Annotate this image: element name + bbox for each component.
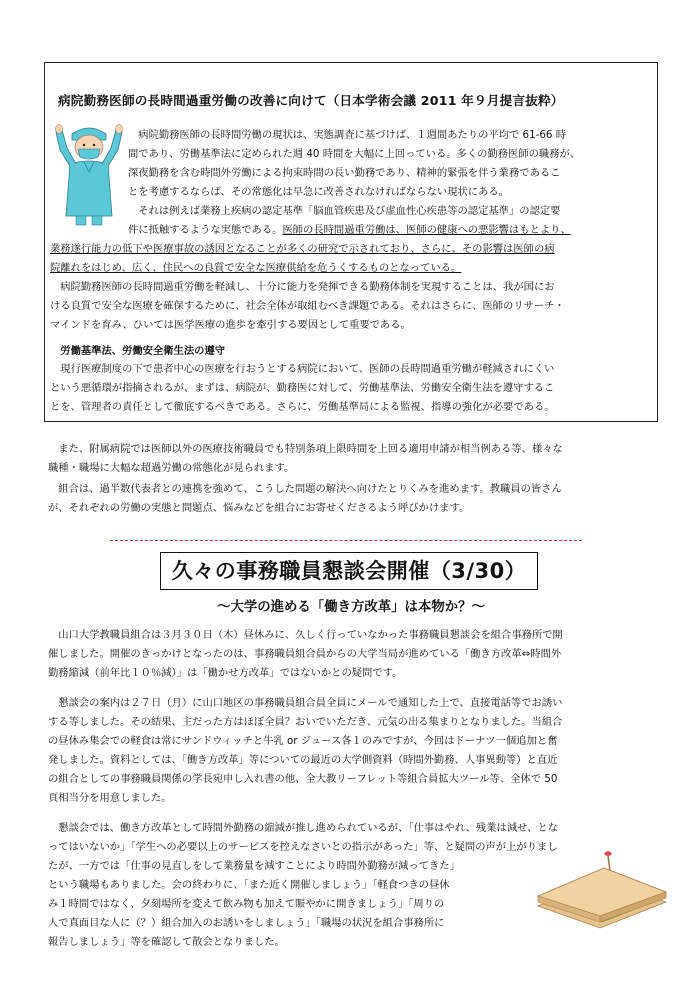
- doctor-illustration: [54, 120, 124, 228]
- article-subheading: ～大学の進める「働き方改革」は本物か？～: [217, 600, 485, 615]
- article-para-3-line-2: ってはいないか」「学生への必要以上のサービスを控えなさいとの指示があった」等、と疑問の声が上がりまし: [48, 841, 558, 853]
- excerpt-title: 病院勤務医師の長時間過重労働の改善に向けて（日本学術会議 2011 年９月提言抜粋）: [58, 93, 564, 108]
- article-para-3-line-6: 人で真面目な人に（？）組合加入のお誘いをしましょう」「職場の状況を組合事務所に: [48, 917, 445, 929]
- article-headline: 久々の事務職員懇談会開催（3/30）: [160, 552, 538, 590]
- excerpt-subheading: 労働基準法、労働安全衛生法の遵守: [50, 345, 226, 357]
- excerpt-para-1-line-2: 間であり、労働基準法に定められた週 40 時間を大幅に上回っている。多くの勤務医師の職務が、: [128, 148, 581, 160]
- article-para-2-line-1: 懇談会の案内は２７日（月）に山口地区の事務職員組合員全員にメールで通知した上で、直接電話等でお誘い: [48, 697, 563, 709]
- excerpt-para-3-line-3: マインドを育み、ひいては医学医療の進歩を牽引する要因として重要である。: [50, 319, 411, 331]
- article-para-2-line-5: の組合としての事務職員関係の学長宛申し入れ書の他、全大教リーフレット等組合員拡大ツール等、全体で 50: [48, 773, 558, 785]
- after-box-line-3: 組合は、過半数代表者との連携を強めて、こうした問題の解決へ向けたとりくみを進めます。教職員の皆さん: [48, 483, 562, 495]
- excerpt-para-3-line-1: 病院勤務医師の長時間過重労働を軽減し、十分に能力を発揮できる勤務体制を実現することは、我が国にお: [50, 281, 555, 293]
- article-para-3-line-3: たが、一方では「仕事の見直しをして業務量を減すことにより時間外勤務が減ってきた」: [48, 860, 460, 872]
- article-para-2-line-4: 発しました。資料としては、「働き方改革」等についての最近の大学側資料（時間外勤務、人事異動等）と直近: [48, 754, 558, 766]
- excerpt-para-2-line-2: [128, 221, 571, 240]
- excerpt-para-4-line-1: 現行医療制度の下で患者中心の医療を行おうとする病院において、医師の長時間過重労働が軽減されにくい: [50, 363, 555, 375]
- article-para-1-line-2: 催しました。開催のきっかけとなったのは、事務職員組合員からの大学当局が進めている「働き方改革⇔時間外: [48, 648, 562, 660]
- excerpt-para-4-line-3: とを、管理者の責任として徹底するべきである。さらに、労働基準局による監視、指導の強化が必要である。: [50, 401, 555, 413]
- excerpt-para-1-line-3: 深夜勤務を含む時間外労働による拘束時間の長い勤務であり、精神的緊張を伴う業務であるこ: [128, 167, 561, 179]
- article-para-2-line-2: する等しました。その結果、主だった方はほぼ全員？おいでいただき、元気の出る集まりとなりました。当組合: [48, 716, 563, 728]
- excerpt-para-1-line-1: 病院勤務医師の長時間労働の現状は、実態調査に基づけば、１週間あたりの平均で 61-66 時: [128, 129, 567, 141]
- section-separator: [110, 540, 582, 541]
- excerpt-para-2-line-4: 院離れをはじめ、広く、住民への良質で安全な医療供給を危うくするものとなっている。: [50, 262, 462, 274]
- article-para-1-line-3: 勤務縮減（前年比１０％減）」は「働かせ方改革」ではないかとの疑問です。: [48, 667, 403, 679]
- excerpt-para-2-line-1: それは例えば業務上疾病の認定基準「脳血管疾患及び虚血性心疾患等の認定基準」の認定要: [128, 205, 561, 217]
- excerpt-para-4-line-2: という悪循環が指摘されるが、まずは、病院が、勤務医に対して、労働基準法、労働安全衛生法を遵守するこ: [50, 382, 555, 394]
- excerpt-underlined-text: 医師の長時間過重労働は、医師の健康への悪影響はもとより、: [282, 224, 571, 236]
- article-para-3-line-7: 報告しましょう」等を確認して散会となりました。: [48, 936, 285, 948]
- excerpt-para-2-line-3: 業務遂行能力の低下や医療事故の誘因となることが多くの研究で示されており、さらに、その影響は医師の病: [50, 243, 555, 255]
- article-para-3-line-4: という職場もありました。会の終わりに、「また近く開催しましょう」「軽食つきの昼休: [48, 879, 450, 891]
- sandwich-illustration: [530, 850, 672, 930]
- article-para-3-line-5: み１時間ではなく、夕刻場所を変えて飲み物も加えて賑やかに開きましょう」「周りの: [48, 898, 445, 910]
- after-box-line-1: また、附属病院では医師以外の医療技術職員でも特別条項上限時間を上回る適用申請が相当例ある等、様々な: [48, 443, 563, 455]
- article-para-1-line-1: 山口大学教職員組合は３月３０日（木）昼休みに、久しく行っていなかった事務職員懇談会を組合事務所で開: [48, 629, 563, 641]
- article-para-2-line-6: 頁相当分を用意しました。: [48, 792, 172, 804]
- excerpt-para-3-line-2: ける良質で安全な医療を確保するために、社会全体が取組むべき課題である。それはさらに、医師のリサーチ・: [50, 300, 565, 312]
- after-box-line-4: が、それぞれの労働の実態と問題点、悩みなどを組合にお寄せくださるよう呼びかけます。: [48, 502, 470, 514]
- after-box-line-2: 職種・職場に大幅な超過労働の常態化が見られます。: [48, 462, 295, 474]
- excerpt-para-1-line-4: とを考慮するならば、その常態化は早急に改善されなければならない現状にある。: [128, 186, 509, 198]
- article-para-2-line-3: の昼休み集会での軽食は常にサンドウィッチと牛乳 or ジュース各１のみですが、今回はドーナツ一個追加と奮: [48, 735, 558, 747]
- article-para-3-line-1: 懇談会では、働き方改革として時間外勤務の縮減が推し進められているが、「仕事はやれ、残業は減せ、とな: [48, 822, 559, 834]
- excerpt-plain-text: 件に抵触するような実態である。: [128, 224, 283, 236]
